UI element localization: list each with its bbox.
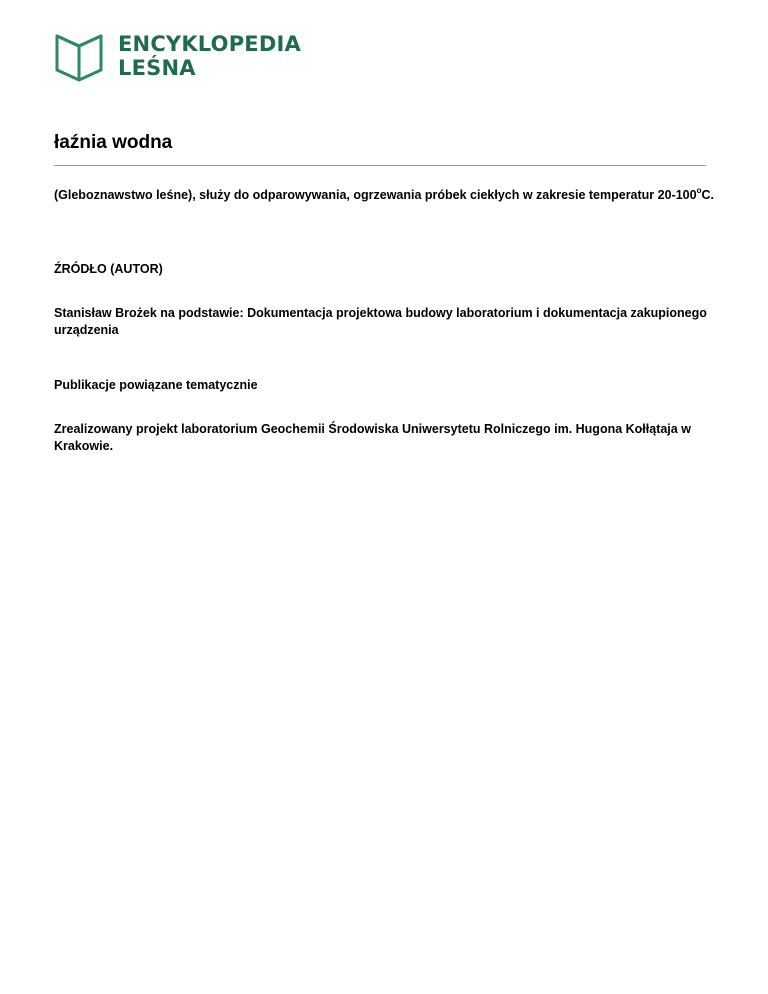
- logo-line-1: ENCYKLOPEDIA: [118, 32, 301, 56]
- source-text: Stanisław Brożek na podstawie: Dokumentacja projektowa budowy laboratorium i dokumentacja zakupionego urządzenia: [54, 306, 707, 337]
- logo-text: [118, 32, 301, 80]
- title-divider: [54, 165, 706, 166]
- related-heading: Publikacje powiązane tematycznie: [54, 378, 258, 392]
- related-text: Zrealizowany projekt laboratorium Geochemii Środowiska Uniwersytetu Rolniczego im. Hugona Kołłątaja w Krakowie.: [54, 422, 691, 453]
- source-heading: ŹRÓDŁO (AUTOR): [54, 262, 163, 276]
- definition-unit: C.: [701, 188, 714, 203]
- open-book-icon: [54, 32, 104, 84]
- degree-symbol: o: [696, 186, 702, 195]
- logo-line-2: LEŚNA: [118, 56, 196, 80]
- site-logo[interactable]: [54, 32, 301, 84]
- definition-main: (Gleboznawstwo leśne), służy do odparowywania, ogrzewania próbek ciekłych w zakresie temperatur 20-100: [54, 188, 697, 203]
- page-title: łaźnia wodna: [54, 132, 173, 153]
- definition-text: [54, 180, 714, 207]
